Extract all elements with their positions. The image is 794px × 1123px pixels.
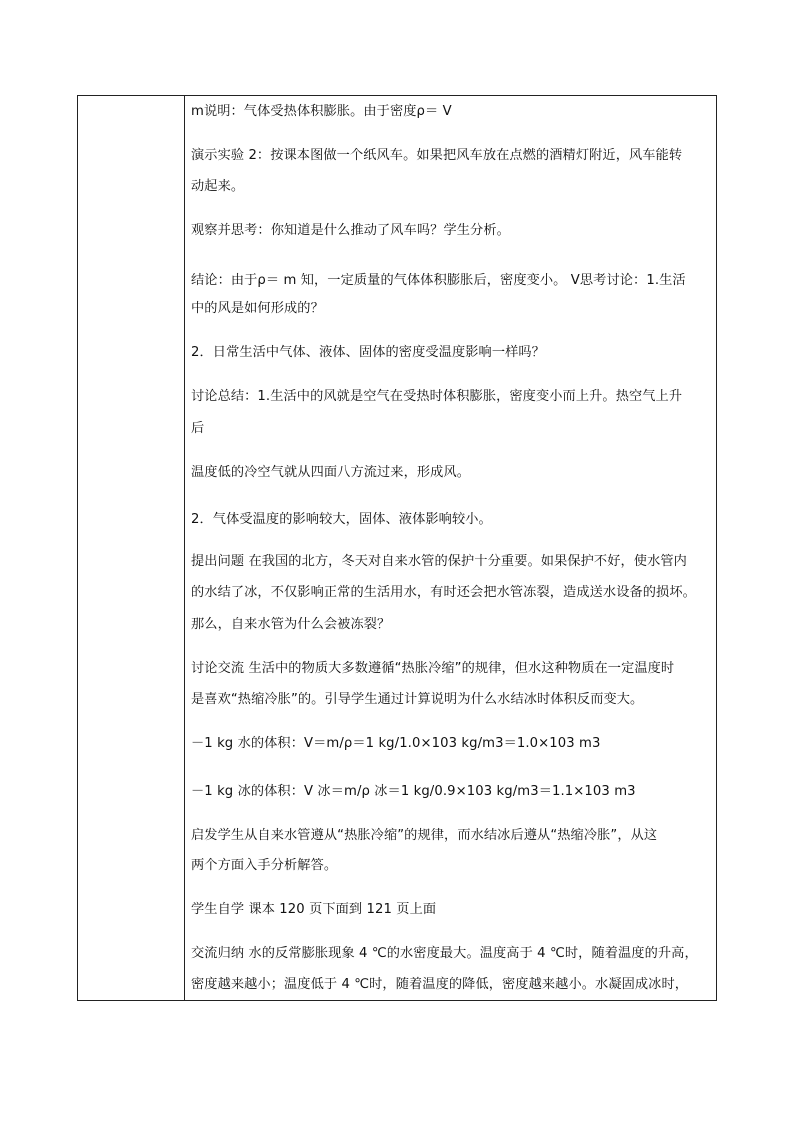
formula-ice-volume: －1 kg 冰的体积：V 冰＝m/ρ 冰＝1 kg/0.9×103 kg/m3＝1.1×103 m3 [191, 784, 636, 799]
lesson-table [77, 95, 717, 1001]
paragraph-6-line-2: 后 [191, 421, 205, 436]
content-cell [185, 96, 716, 1000]
paragraph-13-line-1: 启发学生从自来水管遵从“热胀冷缩”的规律，而水结冰后遵从“热缩冷胀”，从这 [191, 828, 658, 843]
paragraph-15-line-2: 密度越来越小；温度低于 4 ℃时，随着温度的降低，密度越来越小。水凝固成冰时， [191, 977, 689, 992]
paragraph-9-line-2: 的水结了冰，不仅影响正常的生活用水，有时还会把水管冻裂，造成送水设备的损坏。 [191, 585, 696, 600]
paragraph-8-line-1: 2．气体受温度的影响较大，固体、液体影响较小。 [191, 512, 492, 527]
paragraph-2-line-2: 动起来。 [191, 179, 245, 194]
paragraph-4-line-1: 结论：由于ρ＝ m 知，一定质量的气体体积膨胀后，密度变小。 V思考讨论：1.生活 [191, 273, 686, 288]
paragraph-14-line-1: 学生自学 课本 120 页下面到 121 页上面 [191, 902, 437, 917]
paragraph-1-line-1: m说明：气体受热体积膨胀。由于密度ρ＝ V [191, 104, 452, 119]
paragraph-4-line-2: 中的风是如何形成的？ [191, 301, 324, 316]
paragraph-5-line-1: 2．日常生活中气体、液体、固体的密度受温度影响一样吗？ [191, 345, 545, 360]
paragraph-6-line-1: 讨论总结：1.生活中的风就是空气在受热时体积膨胀，密度变小而上升。热空气上升 [191, 389, 683, 404]
left-column-cell [78, 96, 185, 1000]
paragraph-13-line-2: 两个方面入手分析解答。 [191, 858, 338, 873]
paragraph-9-line-1: 提出问题 在我国的北方，冬天对自来水管的保护十分重要。如果保护不好，使水管内 [191, 554, 687, 569]
paragraph-10-line-2: 是喜欢“热缩冷胀”的。引导学生通过计算说明为什么水结冰时体积反而变大。 [191, 692, 644, 707]
paragraph-10-line-1: 讨论交流 生活中的物质大多数遵循“热胀冷缩”的规律，但水这种物质在一定温度时 [191, 661, 675, 676]
paragraph-9-line-3: 那么，自来水管为什么会被冻裂？ [191, 617, 391, 632]
paragraph-7-line-1: 温度低的冷空气就从四面八方流过来，形成风。 [191, 465, 471, 480]
formula-water-volume: －1 kg 水的体积：V＝m/ρ＝1 kg/1.0×103 kg/m3＝1.0×103 m3 [191, 736, 601, 751]
paragraph-15-line-1: 交流归纳 水的反常膨胀现象 4 ℃的水密度最大。温度高于 4 ℃时，随着温度的升高， [191, 946, 698, 961]
paragraph-2-line-1: 演示实验 2：按课本图做一个纸风车。如果把风车放在点燃的酒精灯附近，风车能转 [191, 148, 683, 163]
paragraph-3-line-1: 观察并思考：你知道是什么推动了风车吗？学生分析。 [191, 223, 510, 238]
